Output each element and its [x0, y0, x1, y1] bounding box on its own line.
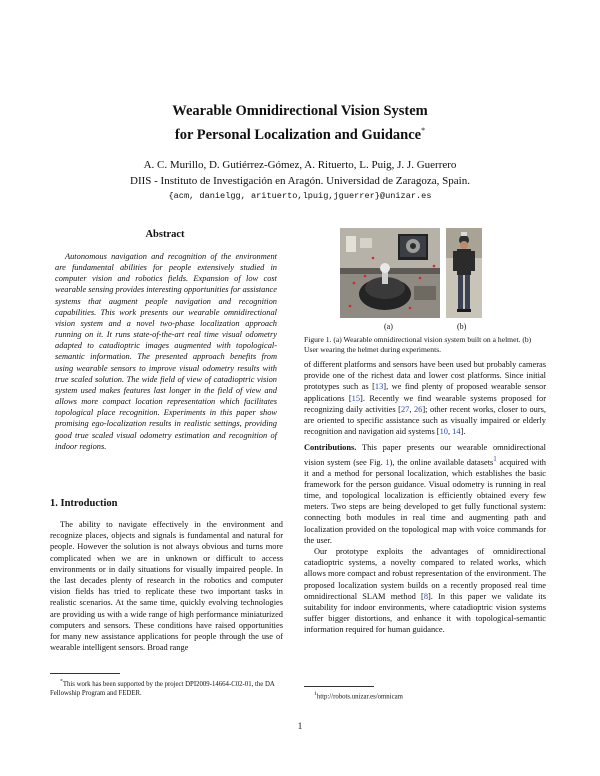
author-emails: {acm, danielgg, arituerto,lpuig,jguerrer}@unizar.es	[168, 191, 432, 201]
author-list: A. C. Murillo, D. Gutiérrez-Gómez, A. Rituerto, L. Puig, J. J. Guerrero	[143, 159, 457, 171]
footnote-link[interactable]: 1	[493, 454, 497, 463]
page-number: 1	[297, 721, 303, 731]
citation-link[interactable]: 13	[374, 382, 384, 392]
citation-link[interactable]: 15	[351, 393, 361, 403]
figure-link[interactable]: 1	[385, 457, 390, 467]
abstract-text: Autonomous navigation and recognition of the environment are fundamental abilities for people extensively studied in computer vision and robotics fields. Expansion of low cost wearable sensing provides interesting opportunities for assistance systems that augment people navigation and recognition capabilities. This work presents our wearable omnidirectional vision system and a novel two-phase localization approach running on it. It runs state-of-the-art real time visual odometry adapted to catadioptric images augmented with topological-semantic information. The presented approach benefits from using wearable sensors to improve visual odometry results with true scaled solution. The wide field of view of catadioptric vision system used makes features last longer in the field of view and allows more compact location representation which facilitates topological place recognition. Experiments in this paper show promising ego-localization results in realistic settings, providing good true scaled visual odometry estimation and recognition of indoor regions.	[55, 252, 277, 451]
citation-link[interactable]: 27	[400, 404, 410, 414]
title-footnote-marker: *	[421, 126, 426, 135]
figure-1a-image	[340, 228, 440, 318]
paper-title	[0, 102, 600, 145]
right-column-body	[304, 359, 546, 636]
footnote-rule-right	[304, 686, 374, 687]
figure-1-caption: Figure 1. (a) Wearable omnidirectional vision system built on a helmet. (b) User wearing the helmet during experiments.	[304, 335, 532, 354]
footnote-right	[314, 690, 544, 701]
footnote-left	[50, 678, 283, 698]
figure-1b-image	[446, 228, 482, 318]
section-heading-introduction: 1. Introduction	[50, 498, 118, 509]
footnote-text: This work has been supported by the project DPI2009-14664-C02-01, the DA Fellowship Program and FEDER.	[50, 681, 275, 698]
figure-label-b: (b)	[457, 322, 467, 331]
footnote-url[interactable]: http://robots.unizar.es/omnicam	[316, 693, 403, 701]
paragraph-prototype: Our prototype exploits the advantages of omnidirectional catadioptric systems, a novelty compared to related works, which allows more compact and robust representation of the environment. The proposed localization system builds on a recently proposed real time omnidirectional SLAM method [8]. In this paper we validate its suitability for indoor environments, where catadioptric vision systems suffer bigger distortions, and enhance it with topological-semantic information required for human guidance.	[304, 547, 546, 635]
title-line-2: for Personal Localization and Guidance*	[174, 126, 426, 143]
affiliation: DIIS - Instituto de Investigación en Aragón. Universidad de Zaragoza, Spain.	[130, 175, 470, 187]
abstract-body	[55, 251, 277, 452]
footnote-marker: *	[60, 679, 63, 685]
paragraph-related-work: of different platforms and sensors have been used but probably cameras provide one of the richest data and lower cost platforms. Since initial prototypes such as [13], we find plenty of proposed wearable sensor applications [15]. Recently we find wearable systems proposed for recognizing daily activities [27, 26]; other recent works, closer to ours, are oriented to specific assistance such as visually impaired or elderly recognition and navigation aid systems [10, 14].	[304, 360, 546, 437]
figure-label-a: (a)	[384, 322, 393, 331]
footnote-rule-left	[50, 673, 120, 674]
introduction-body	[50, 519, 283, 653]
citation-link[interactable]: 26	[413, 404, 423, 414]
citation-link[interactable]: 14	[452, 427, 461, 437]
title-line-1: Wearable Omnidirectional Vision System	[172, 103, 428, 119]
paragraph-contributions: Contributions. This paper presents our wearable omnidirectional vision system (see Fig. 1), the online available datasets$^1$ acquired with it and a method for personal localization, which establishes the basic framework for the person guidance. Visual odometry is running in real time, and topological localization is efficiently obtained every few meters. Two steps are being developed to get fully functional system: connecting both modules in real time and augmenting path and localization provided on the topological map with voice commands for the user.	[304, 443, 546, 545]
user-wearing-helmet-photo	[446, 228, 482, 318]
helmet-system-photo	[340, 228, 440, 318]
contributions-lead: Contributions.	[304, 443, 357, 453]
abstract-heading: Abstract	[145, 229, 185, 240]
citation-link[interactable]: 10	[439, 427, 448, 437]
introduction-text: The ability to navigate effectively in the environment and recognize places, objects and signals is fundamental and natural for people. However the solution is not always obvious and turns more complicated when we are in unknown or difficult to access environments or in daily situations for visually impaired people. In the last decades plenty of research in the robotics and computer vision fields has tried to replicate these two important tasks in realistic scenarios. At the same time, quickly evolving technologies are providing us with a wide range of high performance miniaturized computers and sensors. These conditions have raised opportunities for many new assistance applications for people through the use of wearable intelligent sensors. Broad range	[50, 520, 283, 653]
citation-link[interactable]: 8	[423, 591, 429, 601]
footnote-marker: 1	[314, 691, 317, 697]
